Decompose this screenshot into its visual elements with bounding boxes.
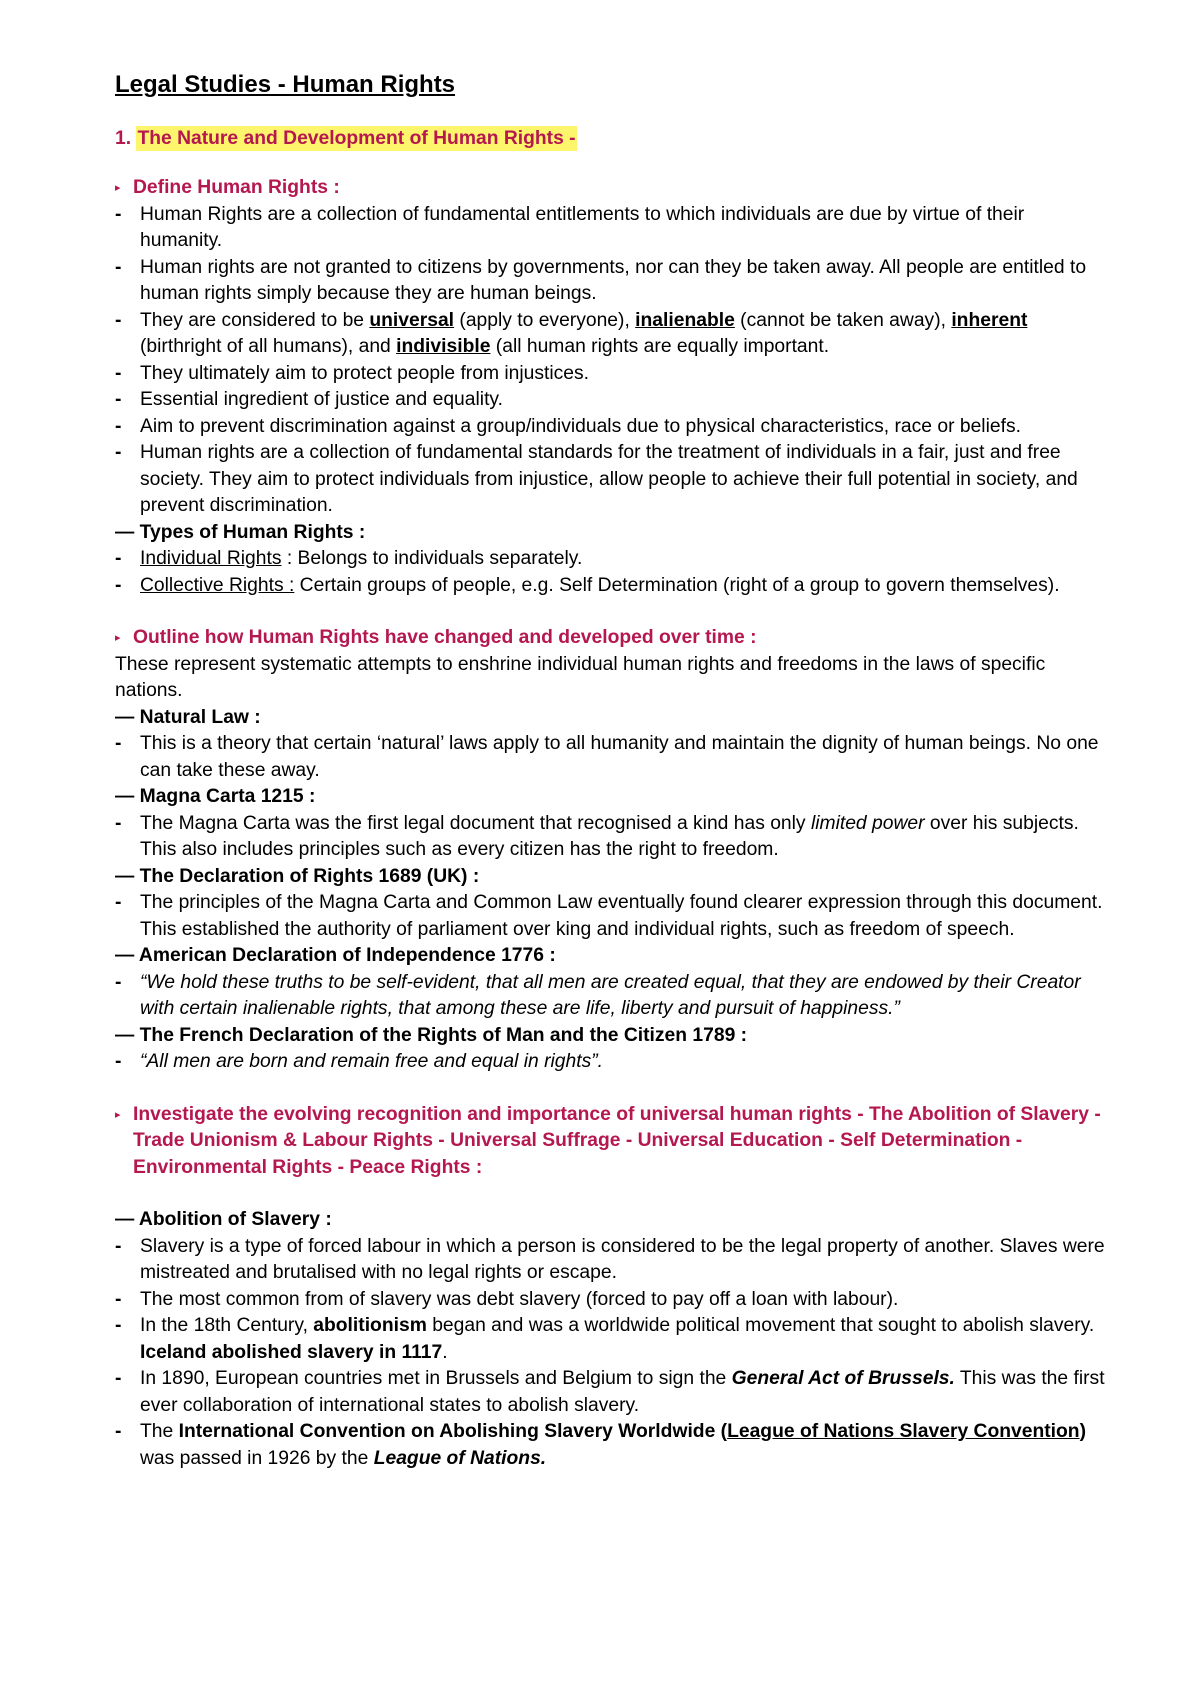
- list-item-text: The most common from of slavery was debt slavery (forced to pay off a loan with labour).: [140, 1288, 899, 1310]
- list-item-text: The Magna Carta was the first legal document that recognised a kind has only: [140, 812, 811, 834]
- spacer: [115, 1076, 1105, 1102]
- dash-bullet-icon: -: [115, 892, 122, 913]
- emphasis-limited-power: limited power: [810, 812, 925, 834]
- list-item-text: began and was a worldwide political movement that sought to abolish slavery.: [426, 1315, 1095, 1336]
- dash-bullet-icon: -: [115, 971, 122, 993]
- dash-bullet-icon: -: [115, 1235, 122, 1257]
- investigate-heading: [115, 1102, 1105, 1182]
- dash-bullet-icon: -: [115, 415, 122, 437]
- list-item: [115, 387, 1105, 414]
- term-abolitionism: abolitionism: [313, 1315, 427, 1336]
- list-item-text: Aim to prevent discrimination against a group/individuals due to physical characteristics, race or beliefs.: [140, 415, 1021, 437]
- list-item-text: They are considered to be: [140, 309, 370, 331]
- list-item-text: This was the first ever collaboration of international states to abolish slavery.: [140, 1368, 1105, 1416]
- list-item-text: : Belongs to individuals separately.: [281, 548, 583, 569]
- list-item: [115, 1234, 1105, 1287]
- quote-text: “We hold these truths to be self-evident, that all men are created equal, that they are endowed by their Creator with certain inalienable rights, that among these are life, liberty and pursuit of happiness.”: [140, 971, 1081, 1019]
- types-list: [115, 546, 1105, 599]
- list-item: [115, 1313, 1105, 1366]
- list-item: [115, 440, 1105, 520]
- triangle-bullet-icon: ▸: [115, 182, 121, 194]
- outline-intro: These represent systematic attempts to enshrine individual human rights and freedoms in the laws of specific nations.: [115, 653, 1046, 701]
- dash-bullet-icon: -: [115, 442, 122, 463]
- quote-text: “All men are born and remain free and equal in rights”.: [140, 1051, 603, 1072]
- list-item-text: was passed in 1926 by the: [140, 1447, 374, 1469]
- term-collective-rights: Collective Rights :: [140, 574, 295, 596]
- list-item-text: (apply to everyone),: [454, 309, 636, 331]
- list-item: [115, 361, 1105, 388]
- dash-bullet-icon: -: [115, 1368, 122, 1389]
- spacer: [115, 1181, 1105, 1207]
- triangle-bullet-icon: ▸: [115, 632, 121, 644]
- term-international-convention: International Convention on Abolishing Slavery Worldwide: [178, 1421, 716, 1442]
- section-1-title-highlight: The Nature and Development of Human Rights -: [137, 128, 576, 149]
- natural-law-list: [115, 731, 1105, 784]
- dash-bullet-icon: -: [115, 548, 122, 569]
- list-item: [115, 1287, 1105, 1314]
- dash-bullet-icon: -: [115, 733, 122, 754]
- term-general-act-of-brussels: General Act of Brussels.: [731, 1368, 955, 1389]
- list-item-text: In the 18th Century,: [140, 1315, 314, 1336]
- declaration-of-rights-list: [115, 890, 1105, 943]
- declaration-of-rights-heading: — The Declaration of Rights 1689 (UK) :: [115, 865, 480, 887]
- dash-bullet-icon: -: [115, 309, 122, 331]
- list-item: [115, 414, 1105, 441]
- magna-carta-heading: — Magna Carta 1215 :: [115, 786, 316, 807]
- list-item-text: (birthright of all humans), and: [140, 336, 397, 357]
- investigate-heading-text: Investigate the evolving recognition and importance of universal human rights - The Abolition of Slavery - Trade Unionism & Labour Rights - Universal Suffrage - Universal Education - Self Determination - Environmental Rights - Peace Rights :: [133, 1103, 1101, 1178]
- dash-bullet-icon: -: [115, 1421, 122, 1442]
- list-item-text: Slavery is a type of forced labour in which a person is considered to be the legal property of another. Slaves were mistreated and brutalised with no legal rights or escape.: [140, 1235, 1105, 1283]
- list-item: [115, 731, 1105, 784]
- emphasis-iceland: Iceland abolished slavery in 1117: [140, 1341, 443, 1363]
- dash-bullet-icon: -: [115, 1315, 122, 1336]
- list-item-text: over his subjects. This also includes principles such as every citizen has the right to freedom.: [140, 812, 1079, 860]
- list-item: [115, 811, 1105, 864]
- french-declaration-list: [115, 1049, 1105, 1076]
- list-item-text: Human rights are a collection of fundamental standards for the treatment of individuals in a fair, just and free society. They aim to protect individuals from injustice, allow people to achieve their full potential in society, and prevent discrimination.: [140, 442, 1078, 516]
- list-item-text: (cannot be taken away),: [734, 309, 952, 331]
- natural-law-heading: — Natural Law :: [115, 706, 261, 728]
- magna-carta-list: [115, 811, 1105, 864]
- dash-bullet-icon: -: [115, 389, 122, 410]
- american-declaration-heading: — American Declaration of Independence 1776 :: [115, 945, 556, 966]
- list-item: [115, 255, 1105, 308]
- list-item: [115, 308, 1105, 361]
- list-item-text: Human Rights are a collection of fundamental entitlements to which individuals are due by virtue of their humanity.: [140, 203, 1025, 251]
- types-of-human-rights-heading: — Types of Human Rights :: [115, 521, 366, 543]
- list-item: [115, 1419, 1105, 1472]
- outline-heading: [115, 625, 1105, 652]
- american-declaration-list: [115, 970, 1105, 1023]
- dash-bullet-icon: -: [115, 1051, 122, 1072]
- list-item: [115, 573, 1105, 600]
- spacer: [115, 599, 1105, 625]
- section-1-heading: [115, 125, 1105, 153]
- list-item-text: This is a theory that certain ‘natural’ laws apply to all humanity and maintain the dignity of human beings. No one can take these away.: [140, 733, 1099, 781]
- list-item: [115, 970, 1105, 1023]
- list-item-text: Human rights are not granted to citizens by governments, nor can they be taken away. All people are entitled to human rights simply because they are human beings.: [140, 256, 1087, 304]
- abolition-of-slavery-heading: — Abolition of Slavery :: [115, 1209, 332, 1230]
- dash-bullet-icon: -: [115, 574, 122, 596]
- list-item-text: In 1890, European countries met in Brussels and Belgium to sign the: [140, 1368, 732, 1389]
- define-heading-text: Define Human Rights :: [133, 177, 340, 198]
- list-item-text: Certain groups of people, e.g. Self Determination (right of a group to govern themselves).: [294, 574, 1060, 596]
- term-inherent: inherent: [951, 309, 1028, 331]
- dash-bullet-icon: -: [115, 203, 122, 225]
- list-item-text: They ultimately aim to protect people from injustices.: [140, 362, 590, 384]
- term-inalienable: inalienable: [635, 309, 735, 331]
- outline-heading-text: Outline how Human Rights have changed and developed over time :: [133, 627, 757, 648]
- list-item: [115, 1366, 1105, 1419]
- dash-bullet-icon: -: [115, 812, 122, 834]
- term-universal: universal: [369, 309, 455, 331]
- term-indivisible: indivisible: [396, 336, 491, 357]
- document-title: Legal Studies - Human Rights: [115, 71, 456, 98]
- document-page: [115, 70, 1105, 1472]
- list-item-text: Essential ingredient of justice and equality.: [140, 389, 503, 410]
- list-item: [115, 890, 1105, 943]
- section-1-number: 1.: [115, 128, 137, 149]
- dash-bullet-icon: -: [115, 1288, 122, 1310]
- list-item: [115, 1049, 1105, 1076]
- list-item-text: The: [140, 1421, 179, 1442]
- term-league-slavery-convention: League of Nations Slavery Convention: [727, 1421, 1080, 1442]
- dash-bullet-icon: -: [115, 362, 122, 384]
- triangle-bullet-icon: ▸: [115, 1108, 121, 1121]
- abolition-list: [115, 1234, 1105, 1473]
- define-list: [115, 202, 1105, 520]
- list-item: [115, 546, 1105, 573]
- term-league-of-nations: League of Nations.: [373, 1447, 547, 1469]
- paren-open: (: [715, 1421, 728, 1442]
- french-declaration-heading: — The French Declaration of the Rights of Man and the Citizen 1789 :: [115, 1024, 748, 1046]
- term-individual-rights: Individual Rights: [140, 548, 282, 569]
- paren-close: ): [1079, 1421, 1086, 1442]
- list-item-text: The principles of the Magna Carta and Common Law eventually found clearer expression through this document. This established the authority of parliament over king and individual rights, such as freedom of speech.: [140, 892, 1103, 940]
- define-human-rights-heading: [115, 175, 1105, 202]
- list-item: [115, 202, 1105, 255]
- list-item-text: (all human rights are equally important.: [490, 336, 830, 357]
- dash-bullet-icon: -: [115, 256, 122, 278]
- list-item-text: .: [442, 1341, 448, 1363]
